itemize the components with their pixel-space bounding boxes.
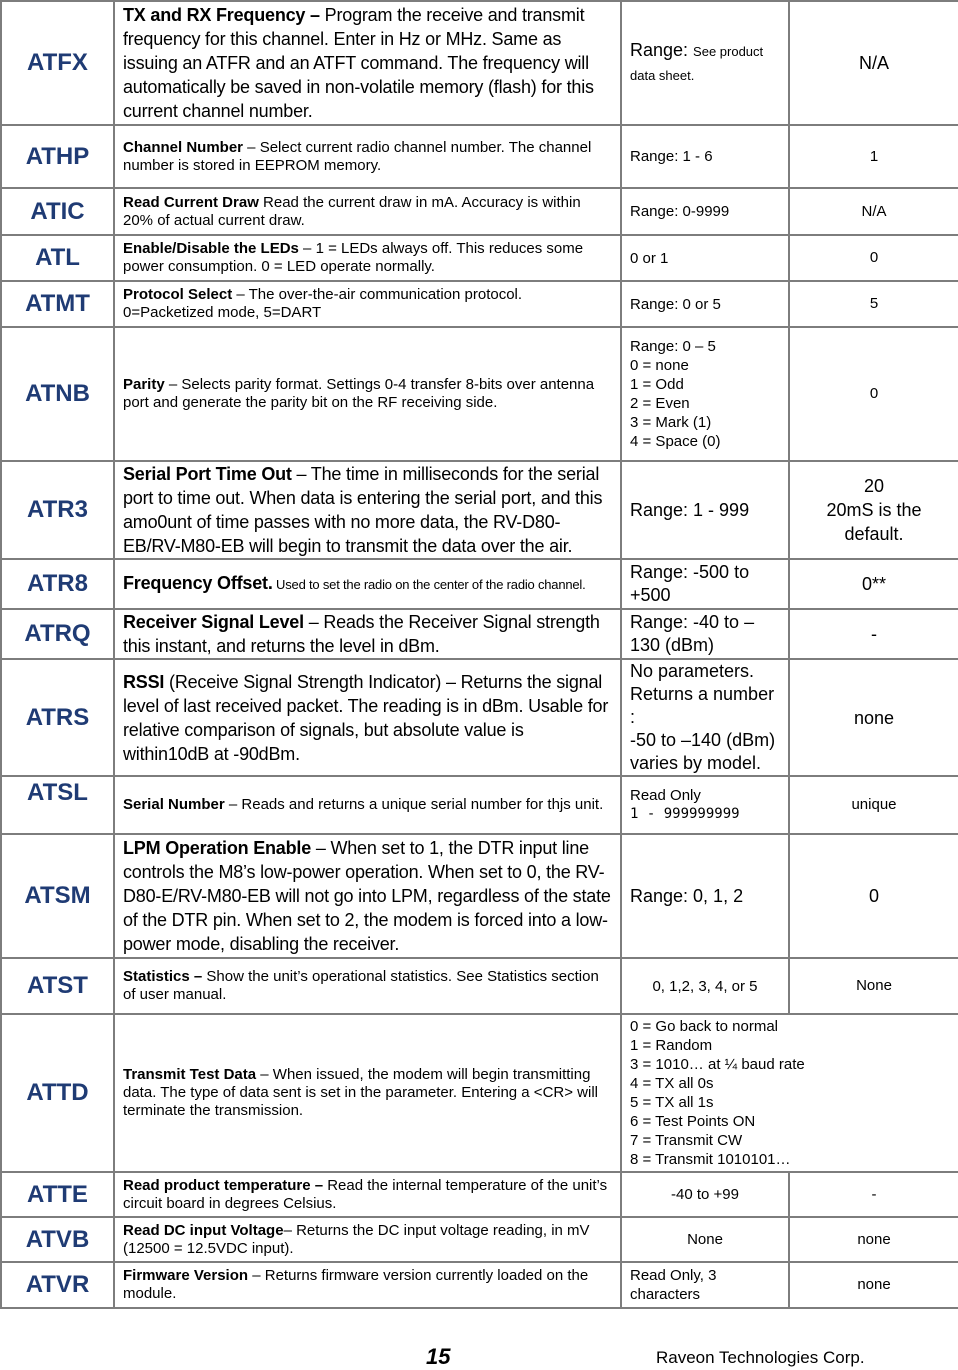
command-description <box>114 1 621 125</box>
command-description <box>114 958 621 1014</box>
range-line: Range: -40 to – <box>630 612 755 632</box>
range-value: 0, 1,2, 3, 4, or 5 <box>621 958 789 1014</box>
description-title: Protocol Select <box>123 286 233 303</box>
range-list <box>621 559 789 609</box>
test-mode-line: 3 = 1010… at ¼ baud rate <box>630 1056 805 1073</box>
command-description <box>114 559 621 609</box>
table-row <box>1 281 958 327</box>
range-cell <box>621 776 789 834</box>
range-list <box>621 327 789 461</box>
command-description <box>114 461 621 559</box>
command-code: ATSM <box>1 834 114 958</box>
description-text: (Receive Signal Strength Indicator) – Returns the signal level of last received packet. The reading is in dBm. Usable for relative comparison of signals, but absolute value is within10dB at -90dBm. <box>123 671 609 764</box>
table-row <box>1 659 958 776</box>
command-description <box>114 125 621 188</box>
command-description <box>114 776 621 834</box>
description-text: – Reads and returns a unique serial number for thjs unit. <box>224 796 604 813</box>
default-value: 1 <box>789 125 958 188</box>
command-code: ATNB <box>1 327 114 461</box>
range-line: 0 = none <box>630 357 689 374</box>
command-description <box>114 235 621 281</box>
description-title: Read DC input Voltage <box>123 1221 284 1239</box>
test-mode-line: 6 = Test Points ON <box>630 1113 756 1130</box>
range-line: Range: 0 – 5 <box>630 338 716 355</box>
range-list <box>621 609 789 659</box>
table-row <box>1 461 958 559</box>
command-description <box>114 659 621 776</box>
description-text: – Selects parity format. Settings 0-4 transfer 8-bits over antenna port and generate the parity bit on the RF receiving side. <box>123 376 595 411</box>
range-line: 1 - 999999999 <box>630 806 740 822</box>
command-description <box>114 834 621 958</box>
description-text: – When issued, the modem will begin transmitting data. The type of data sent is set in the parameter. Entering a <CR> will terminate the transmission. <box>123 1066 598 1119</box>
range-line: varies by model. <box>630 753 762 773</box>
command-code: ATMT <box>1 281 114 327</box>
test-mode-line: 0 = Go back to normal <box>630 1018 778 1035</box>
range-list <box>621 1262 789 1308</box>
default-value: - <box>789 1172 958 1217</box>
range-line: 2 = Even <box>630 395 690 412</box>
command-code: ATR8 <box>1 559 114 609</box>
range-note: See product data sheet. <box>630 44 764 83</box>
default-cell <box>789 461 958 559</box>
description-title: Transmit Test Data <box>123 1066 257 1083</box>
test-mode-list <box>621 1014 958 1172</box>
command-code: ATVR <box>1 1262 114 1308</box>
description-title: Frequency Offset. <box>123 573 273 593</box>
description-text: Read the current draw in mA. Accuracy is within 20% of actual current draw. <box>123 193 581 229</box>
description-title: Statistics – <box>123 968 203 985</box>
range-value: Range: 1 - 6 <box>621 125 789 188</box>
command-description <box>114 188 621 235</box>
range-line: Range: -500 to <box>630 562 750 582</box>
table-row <box>1 1014 958 1172</box>
default-value: 0 <box>789 235 958 281</box>
command-description <box>114 281 621 327</box>
command-description <box>114 1217 621 1262</box>
range-line: Read Only, 3 <box>630 1267 717 1284</box>
table-row <box>1 1172 958 1217</box>
command-description <box>114 1262 621 1308</box>
command-code: ATTD <box>1 1014 114 1172</box>
command-code: ATL <box>1 235 114 281</box>
range-line: -50 to –140 (dBm) <box>630 730 776 750</box>
table-row <box>1 235 958 281</box>
description-title: Channel Number <box>123 138 244 156</box>
table-row <box>1 188 958 235</box>
command-code: ATRS <box>1 659 114 776</box>
test-mode-line: 5 = TX all 1s <box>630 1094 714 1111</box>
description-text: Program the receive and transmit frequency for this channel. Enter in Hz or MHz. Same as issuing an ATFR and an ATFT command. The frequency will automatically be saved in non-volatile memory (flash) for this current channel number. <box>123 5 594 121</box>
default-value: unique <box>789 776 958 834</box>
description-title: Serial Port Time Out <box>123 464 292 484</box>
range-line: Returns a number : <box>630 684 775 727</box>
description-text: – Returns firmware version currently loaded on the module. <box>123 1267 589 1302</box>
range-cell <box>621 1 789 125</box>
range-line: 1 = Odd <box>630 376 684 393</box>
command-description <box>114 327 621 461</box>
description-title: Firmware Version <box>123 1267 249 1284</box>
default-value: none <box>789 1217 958 1262</box>
default-value: - <box>789 609 958 659</box>
range-label: Range: <box>630 40 694 60</box>
default-value: N/A <box>789 188 958 235</box>
range-line: 4 = Space (0) <box>630 433 721 450</box>
command-code: ATIC <box>1 188 114 235</box>
range-line: Read Only <box>630 787 701 804</box>
default-value: N/A <box>789 1 958 125</box>
table-row <box>1 1262 958 1308</box>
test-mode-line: 4 = TX all 0s <box>630 1075 714 1092</box>
command-code: ATFX <box>1 1 114 125</box>
command-description <box>114 1172 621 1217</box>
company-name: Raveon Technologies Corp. <box>656 1348 865 1367</box>
range-value: -40 to +99 <box>621 1172 789 1217</box>
default-value: none <box>789 659 958 776</box>
range-line: 3 = Mark (1) <box>630 414 712 431</box>
description-title: Read Current Draw <box>123 193 259 211</box>
description-text: Used to set the radio on the center of the radio channel. <box>272 577 586 592</box>
command-code: ATSL <box>1 776 114 834</box>
test-mode-line: 8 = Transmit 1010101… <box>630 1151 791 1168</box>
command-code: ATST <box>1 958 114 1014</box>
description-title: Serial Number <box>123 796 225 813</box>
table-row <box>1 559 958 609</box>
description-title: Parity <box>123 376 165 393</box>
range-value: Range: 0, 1, 2 <box>621 834 789 958</box>
default-note: 20mS is the default. <box>826 500 922 544</box>
description-text: Read the internal temperature of the unit’s circuit board in degrees Celsius. <box>123 1176 608 1212</box>
table-row <box>1 1 958 125</box>
table-row <box>1 609 958 659</box>
description-text: – Returns the DC input voltage reading, in mV (12500 = 12.5VDC input). <box>123 1221 590 1257</box>
range-value: 0 or 1 <box>621 235 789 281</box>
default-value: 5 <box>789 281 958 327</box>
command-code: ATHP <box>1 125 114 188</box>
table-row <box>1 1217 958 1262</box>
range-value: None <box>621 1217 789 1262</box>
range-line: No parameters. <box>630 661 755 681</box>
description-title: LPM Operation Enable <box>123 838 312 858</box>
command-code: ATR3 <box>1 461 114 559</box>
table-row <box>1 776 958 834</box>
command-code: ATVB <box>1 1217 114 1262</box>
description-text: – The over-the-air communication protocol. 0=Packetized mode, 5=DART <box>123 286 523 321</box>
default-value: none <box>789 1262 958 1308</box>
command-code: ATTE <box>1 1172 114 1217</box>
table-row <box>1 327 958 461</box>
default-value: 0 <box>789 327 958 461</box>
table-row <box>1 958 958 1014</box>
range-line: characters <box>630 1286 701 1303</box>
description-text: – When set to 1, the DTR input line controls the M8’s low-power operation. When set to 0, the RV-D80-E/RV-M80-EB will not go into LPM, regardless of the state of the DTR pin. When set to 2, the modem is forced into a low-power mode, disabling the receiver. <box>123 838 611 954</box>
description-text: Show the unit’s operational statistics. See Statistics section of user manual. <box>123 968 599 1003</box>
command-code: ATRQ <box>1 609 114 659</box>
range-line: 130 (dBm) <box>630 635 715 655</box>
description-title: Enable/Disable the LEDs <box>123 240 299 257</box>
default-value: 20 <box>863 476 885 496</box>
range-list <box>621 659 789 776</box>
page-number: 15 <box>426 1344 451 1369</box>
description-title: RSSI <box>123 671 165 692</box>
default-value: 0 <box>789 834 958 958</box>
range-line: +500 <box>630 585 671 605</box>
test-mode-line: 1 = Random <box>630 1037 713 1054</box>
range-value: Range: 1 - 999 <box>621 461 789 559</box>
description-text: – 1 = LEDs always off. This reduces some power consumption. 0 = LED operate normally. <box>123 240 584 275</box>
table-row <box>1 834 958 958</box>
description-text: – The time in milliseconds for the serial port to time out. When data is entering the serial port, and this amo0unt of time passes with no more data, the RV-D80-EB/RV-M80-EB will begin to transmit the data over the air. <box>123 464 603 556</box>
command-description <box>114 609 621 659</box>
description-text: – Reads the Receiver Signal strength this instant, and returns the level in dBm. <box>123 612 600 656</box>
command-description <box>114 1014 621 1172</box>
test-mode-line: 7 = Transmit CW <box>630 1132 743 1149</box>
range-value: Range: 0-9999 <box>621 188 789 235</box>
description-title: Receiver Signal Level <box>123 612 304 632</box>
table-row <box>1 125 958 188</box>
default-value: None <box>789 958 958 1014</box>
default-value: 0** <box>789 559 958 609</box>
description-title: TX and RX Frequency – <box>123 5 320 25</box>
range-value: Range: 0 or 5 <box>621 281 789 327</box>
description-text: – Select current radio channel number. The channel number is stored in EEPROM memory. <box>123 138 592 174</box>
description-title: Read product temperature – <box>123 1176 324 1194</box>
